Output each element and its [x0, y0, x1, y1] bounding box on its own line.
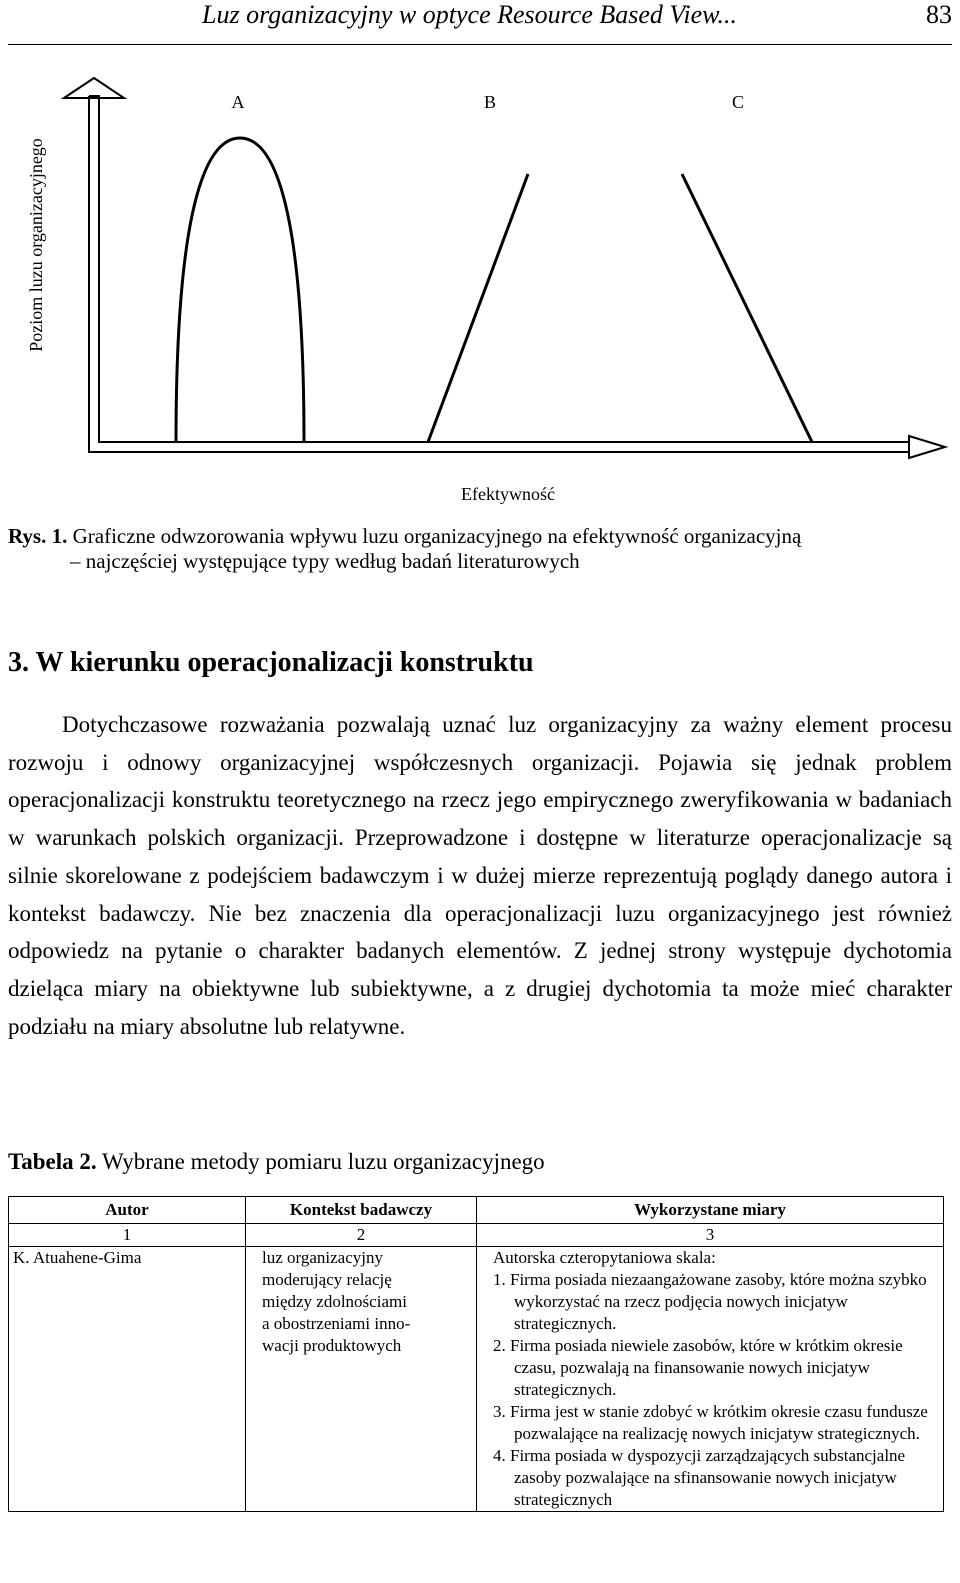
figure-caption [8, 524, 952, 574]
context-line: między zdolnościami [262, 1292, 407, 1311]
panel-b-label: B [483, 92, 497, 112]
context-line: luz organizacyjny [262, 1248, 384, 1267]
axes-frame [89, 96, 909, 452]
column-header-author: Autor [9, 1197, 246, 1224]
page-number: 83 [926, 0, 952, 29]
y-axis-label: Poziom luzu organizacyjnego [26, 138, 46, 352]
column-number-row [9, 1224, 944, 1247]
table-header-row [9, 1197, 944, 1224]
table-title-text: Wybrane metody pomiaru luzu organizacyjnego [101, 1149, 545, 1174]
measure-item: 4. Firma posiada w dyspozycji zarządzających substancjalne zasoby pozwalające na sfinansowanie nowych inicjatyw strategicznych [493, 1446, 906, 1509]
table-title [8, 1148, 545, 1176]
context-line: moderujący relację [262, 1270, 392, 1289]
figure-caption-text-line2: – najczęściej występujące typy według badań literaturowych [70, 549, 580, 573]
author-cell: K. Atuahene-Gima [9, 1247, 246, 1512]
slack-effectiveness-figure [0, 60, 960, 520]
figure-caption-text-line1: Graficzne odwzorowania wpływu luzu organizacyjnego na efektywność organizacyjną [72, 524, 802, 548]
panel-a-label: A [231, 92, 245, 112]
column-header-measures: Wykorzystane miary [477, 1197, 944, 1224]
measure-item: 3. Firma jest w stanie zdobyć w krótkim okresie czasu fundusze pozwalające na realizację nowych inicjatyw strategicznych. [493, 1402, 928, 1443]
column-number: 1 [9, 1224, 246, 1247]
column-number: 2 [246, 1224, 477, 1247]
measures-intro: Autorska czteropytaniowa skala: [493, 1248, 716, 1267]
section-heading: 3. W kierunku operacjonalizacji konstruktu [8, 647, 534, 678]
x-axis-arrowhead [909, 436, 945, 458]
figure-caption-label: Rys. 1. [8, 524, 68, 548]
curve-a-inverted-u [176, 138, 304, 442]
curve-b-increasing-line [428, 174, 528, 442]
panel-c-label: C [731, 92, 745, 112]
research-context-cell [246, 1247, 477, 1512]
measures-cell [477, 1247, 944, 1512]
curve-c-decreasing-line [682, 174, 812, 442]
slack-measurement-methods-table [8, 1196, 944, 1512]
measure-item: 1. Firma posiada niezaangażowane zasoby, które można szybko wykorzystać na rzecz podjęcia nowych inicjatyw strategicznych. [493, 1270, 927, 1333]
context-line: a obostrzeniami inno- [262, 1314, 411, 1333]
running-title: Luz organizacyjny w optyce Resource Based View... [202, 0, 738, 29]
context-line: wacji produktowych [262, 1336, 402, 1355]
column-header-research-context: Kontekst badawczy [246, 1197, 477, 1224]
x-axis-label: Efektywność [461, 484, 555, 504]
table-row [9, 1247, 944, 1512]
column-number: 3 [477, 1224, 944, 1247]
page-header [8, 0, 952, 45]
measure-item: 2. Firma posiada niewiele zasobów, które w krótkim okresie czasu, pozwalają na finansowanie nowych inicjatyw strategicznych. [493, 1336, 903, 1399]
table-label: Tabela 2. [8, 1149, 97, 1174]
section-paragraph: Dotychczasowe rozważania pozwalają uznać luz organizacyjny za ważny element procesu rozwoju i odnowy organizacyjnej współczesnych organizacji. Pojawia się jednak problem operacjonalizacji konstruktu teoretycznego na rzecz jego empirycznego zweryfikowania w badaniach w warunkach polskich organizacji. Przeprowadzone i dostępne w literaturze operacjonalizacje są silnie skorelowane z podejściem badawczym i w dużej mierze reprezentują poglądy danego autora i kontekst badawczy. Nie bez znaczenia dla operacjonalizacji luzu organizacyjnego jest również odpowiedz na pytanie o charakter badanych elementów. Z jednej strony występuje dychotomia dzieląca miary na obiektywne lub subiektywne, a z drugiej dychotomia ta może mieć charakter podziału na miary absolutne lub relatywne. [8, 712, 952, 1039]
